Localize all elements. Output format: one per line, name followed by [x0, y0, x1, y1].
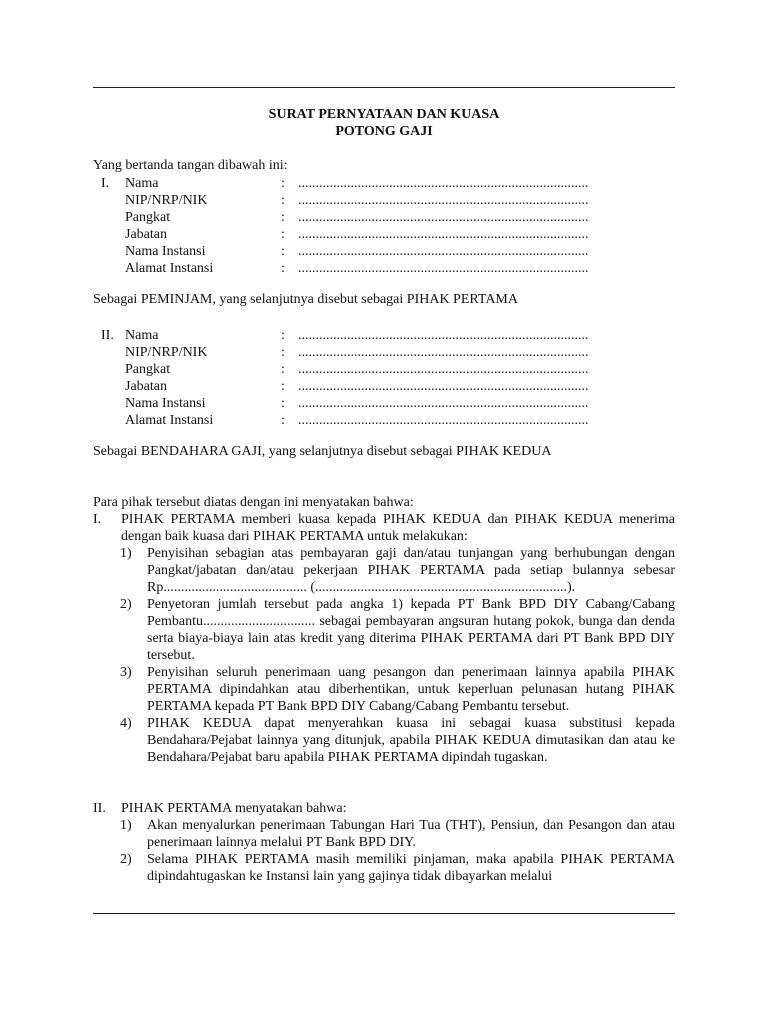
section-1-text: PIHAK PERTAMA memberi kuasa kepada PIHAK KEDUA dan PIHAK KEDUA menerima dengan baik kuasa dari PIHAK PERTAMA untuk melakukan:	[121, 512, 675, 544]
item-text: Penyisihan sebagian atas pembayaran gaji dan/atau tunjangan yang berhubungan dengan Pangkat/jabatan dan/atau pekerjaan PIHAK PERTAMA pada setiap bulannya sebesar Rp......................................... (........................................................................).	[147, 546, 675, 595]
item-number: 1)	[120, 546, 132, 561]
field-colon: :	[281, 328, 285, 343]
field-blank: ...................................................................................	[298, 396, 589, 411]
party-2-role: Sebagai BENDAHARA GAJI, yang selanjutnya disebut sebagai PIHAK KEDUA	[93, 444, 552, 459]
field-blank: ...................................................................................	[298, 328, 589, 343]
field-colon: :	[281, 176, 285, 191]
identity-row	[93, 226, 675, 243]
field-colon: :	[281, 379, 285, 394]
field-label: Alamat Instansi	[125, 261, 214, 276]
identity-row	[93, 361, 675, 378]
field-colon: :	[281, 193, 285, 208]
field-label: Nama	[125, 176, 159, 191]
identity-row	[93, 327, 675, 344]
field-label: NIP/NRP/NIK	[125, 345, 208, 360]
item-number: 2)	[120, 852, 132, 867]
identity-row	[93, 378, 675, 395]
field-blank: ...................................................................................	[298, 413, 589, 428]
section-2-text: PIHAK PERTAMA menyatakan bahwa:	[121, 801, 347, 816]
top-rule	[93, 87, 675, 88]
field-colon: :	[281, 227, 285, 242]
field-blank: ...................................................................................	[298, 379, 589, 394]
party-1-numeral: I.	[101, 176, 110, 191]
item-number: 2)	[120, 597, 132, 612]
statement-intro: Para pihak tersebut diatas dengan ini menyatakan bahwa:	[93, 495, 414, 510]
field-blank: ...................................................................................	[298, 176, 589, 191]
field-blank: ...................................................................................	[298, 261, 589, 276]
field-label: Pangkat	[125, 362, 171, 377]
bottom-rule	[93, 913, 675, 914]
field-blank: ...................................................................................	[298, 210, 589, 225]
party-1-role: Sebagai PEMINJAM, yang selanjutnya disebut sebagai PIHAK PERTAMA	[93, 292, 518, 307]
field-colon: :	[281, 396, 285, 411]
identity-row	[93, 209, 675, 226]
identity-row	[93, 175, 675, 192]
field-colon: :	[281, 261, 285, 276]
field-colon: :	[281, 413, 285, 428]
section-2-item	[93, 851, 675, 885]
field-label: NIP/NRP/NIK	[125, 193, 208, 208]
field-colon: :	[281, 210, 285, 225]
field-colon: :	[281, 345, 285, 360]
section-1	[93, 511, 675, 545]
party-1-identity-table	[93, 175, 675, 277]
item-number: 1)	[120, 818, 132, 833]
field-colon: :	[281, 362, 285, 377]
item-text: Selama PIHAK PERTAMA masih memiliki pinjaman, maka apabila PIHAK PERTAMA dipindahtugaskan ke Instansi lain yang gajinya tidak dibayarkan melalui	[147, 852, 675, 884]
field-blank: ...................................................................................	[298, 362, 589, 377]
section-1-item	[93, 715, 675, 766]
field-label: Jabatan	[125, 227, 167, 242]
party-2-identity-table	[93, 327, 675, 429]
section-1-item	[93, 545, 675, 596]
identity-row	[93, 344, 675, 361]
document-body	[93, 106, 675, 885]
item-text: Penyetoran jumlah tersebut pada angka 1) kepada PT Bank BPD DIY Cabang/Cabang Pembantu................................ sebagai pembayaran angsuran hutang pokok, bunga dan denda serta biaya-biaya lain atas kredit yang diterima PIHAK PERTAMA dari PT Bank BPD DIY tersebut.	[147, 597, 675, 663]
document-title-line-2: POTONG GAJI	[335, 124, 433, 139]
section-2-numeral: II.	[93, 801, 106, 816]
item-text: PIHAK KEDUA dapat menyerahkan kuasa ini sebagai kuasa substitusi kepada Bendahara/Pejabat lainnya yang ditunjuk, apabila PIHAK KEDUA dimutasikan dan atau ke Bendahara/Pejabat baru apabila PIHAK PERTAMA dipindah tugaskan.	[147, 716, 675, 765]
section-2	[93, 800, 675, 817]
field-label: Nama Instansi	[125, 244, 206, 259]
field-label: Nama	[125, 328, 159, 343]
field-label: Nama Instansi	[125, 396, 206, 411]
field-blank: ...................................................................................	[298, 244, 589, 259]
identity-row	[93, 243, 675, 260]
section-1-numeral: I.	[93, 512, 102, 527]
item-number: 4)	[120, 716, 132, 731]
intro-text: Yang bertanda tangan dibawah ini:	[93, 158, 288, 173]
field-label: Jabatan	[125, 379, 167, 394]
identity-row	[93, 260, 675, 277]
document-title-line-1: SURAT PERNYATAAN DAN KUASA	[268, 107, 500, 122]
identity-row	[93, 395, 675, 412]
section-1-item	[93, 596, 675, 664]
party-2-numeral: II.	[101, 328, 114, 343]
field-colon: :	[281, 244, 285, 259]
field-blank: ...................................................................................	[298, 193, 589, 208]
item-number: 3)	[120, 665, 132, 680]
field-label: Pangkat	[125, 210, 171, 225]
field-label: Alamat Instansi	[125, 413, 214, 428]
section-2-item	[93, 817, 675, 851]
section-1-item	[93, 664, 675, 715]
field-blank: ...................................................................................	[298, 227, 589, 242]
item-text: Akan menyalurkan penerimaan Tabungan Hari Tua (THT), Pensiun, dan Pesangon dan atau penerimaan lainnya melalui PT Bank BPD DIY.	[147, 818, 675, 850]
item-text: Penyisihan seluruh penerimaan uang pesangon dan penerimaan lainnya apabila PIHAK PERTAMA dipindahkan atau diberhentikan, untuk keperluan pelunasan hutang PIHAK PERTAMA kepada PT Bank BPD DIY Cabang/Cabang Pembantu tersebut.	[147, 665, 675, 714]
identity-row	[93, 192, 675, 209]
field-blank: ...................................................................................	[298, 345, 589, 360]
identity-row	[93, 412, 675, 429]
